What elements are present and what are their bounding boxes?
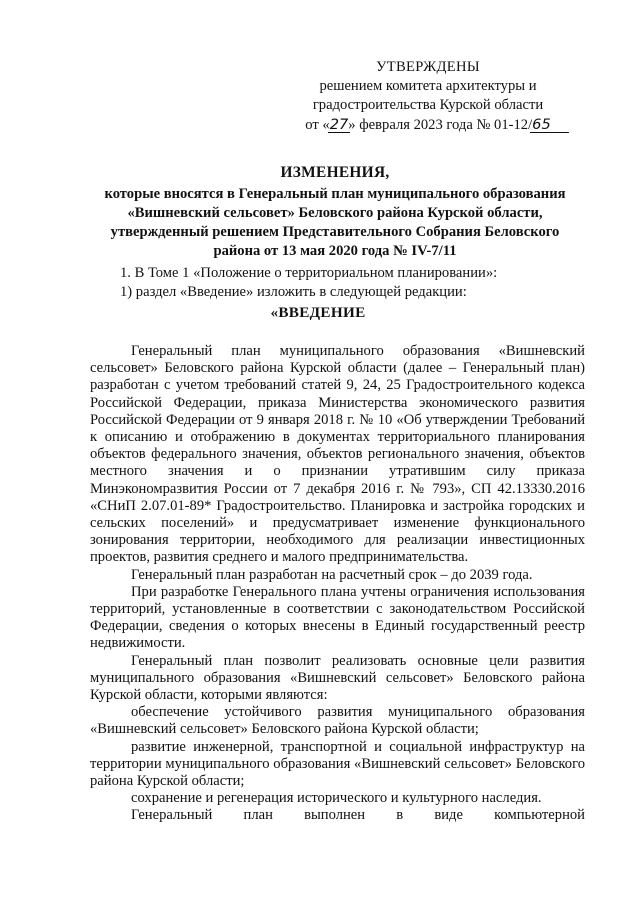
- document-subtitle: которые вносятся в Генеральный план муниципального образования «Вишневский сельсовет» Беловского района Курской области, утвержденный решением Представительного Собрания Беловского района от 13 мая 2020 года № IV-7/11: [104, 186, 566, 259]
- approval-handwritten-day: 27: [329, 116, 349, 133]
- approval-date-line: [278, 115, 578, 135]
- amendment-item-2: 1) раздел «Введение» изложить в следующей редакции:: [120, 284, 467, 300]
- approval-date-middle: » февраля 2023 года № 01-12/: [348, 117, 533, 133]
- approval-date-prefix: от «: [305, 117, 330, 133]
- approval-stamp-block: [278, 58, 578, 135]
- body-paragraph: Генеральный план разработан на расчетный срок – до 2039 года.: [131, 566, 533, 583]
- approval-line-2: градостроительства Курской области: [312, 97, 544, 113]
- body-paragraph: Генеральный план муниципального образования «Вишневский сельсовет» Беловского района Курской области (далее – Генеральный план) разработан с учетом требований статей 9, 24, 25 Градостроительного кодекса Российской Федерации, приказа Министерства экономического развития Российской Федерации от 9 января 2018 г. № 10 «Об утверждении Требований к описанию и отображению в документах территориального планирования объектов федерального значения, объектов регионального значения, объектов местного значения и о признании утратившим силу приказа Минэкономразвития России от 7 декабря 2016 г. № 793», СП 42.13330.2016 «СНиП 2.07.01-89* Градостроительство. Планировка и застройка городских и сельских поселений» и предусматривает изменение функционального зонирования территории, необходимого для реализации инвестиционных проектов, развития среднего и малого предпринимательства.: [90, 343, 585, 566]
- document-title-block: [96, 163, 574, 261]
- amendment-items: [120, 264, 497, 302]
- body-paragraph: обеспечение устойчивого развития муниципального образования «Вишневский сельсовет» Беловского района Курской области;: [90, 704, 585, 738]
- body-paragraph: При разработке Генерального плана учтены ограничения использования территорий, установленные в соответствии с законодательством Российской Федерации, сведения о которых внесены в Единый государственный реестр недвижимости.: [90, 583, 585, 652]
- body-paragraph: Генеральный план выполнен в виде компьютерной: [131, 807, 585, 824]
- body-paragraph: сохранение и регенерация исторического и культурного наследия.: [131, 790, 542, 807]
- body-paragraph: Генеральный план позволит реализовать основные цели развития муниципального образования «Вишневский сельсовет» Беловского района Курской области, которыми являются:: [90, 652, 585, 704]
- document-body: [90, 343, 585, 825]
- document-title: ИЗМЕНЕНИЯ,: [280, 164, 390, 181]
- approval-handwritten-number: 65: [532, 115, 551, 134]
- section-heading: «ВВЕДЕНИЕ: [270, 304, 366, 321]
- approval-heading: УТВЕРЖДЕНЫ: [376, 59, 480, 75]
- amendment-item-1: 1. В Томе 1 «Положение о территориальном планировании»:: [120, 265, 498, 281]
- body-paragraph: развитие инженерной, транспортной и социальной инфраструктур на территории муниципального образования «Вишневский сельсовет» Беловского района Курской области;: [90, 738, 585, 790]
- approval-line-1: решением комитета архитектуры и: [319, 78, 537, 94]
